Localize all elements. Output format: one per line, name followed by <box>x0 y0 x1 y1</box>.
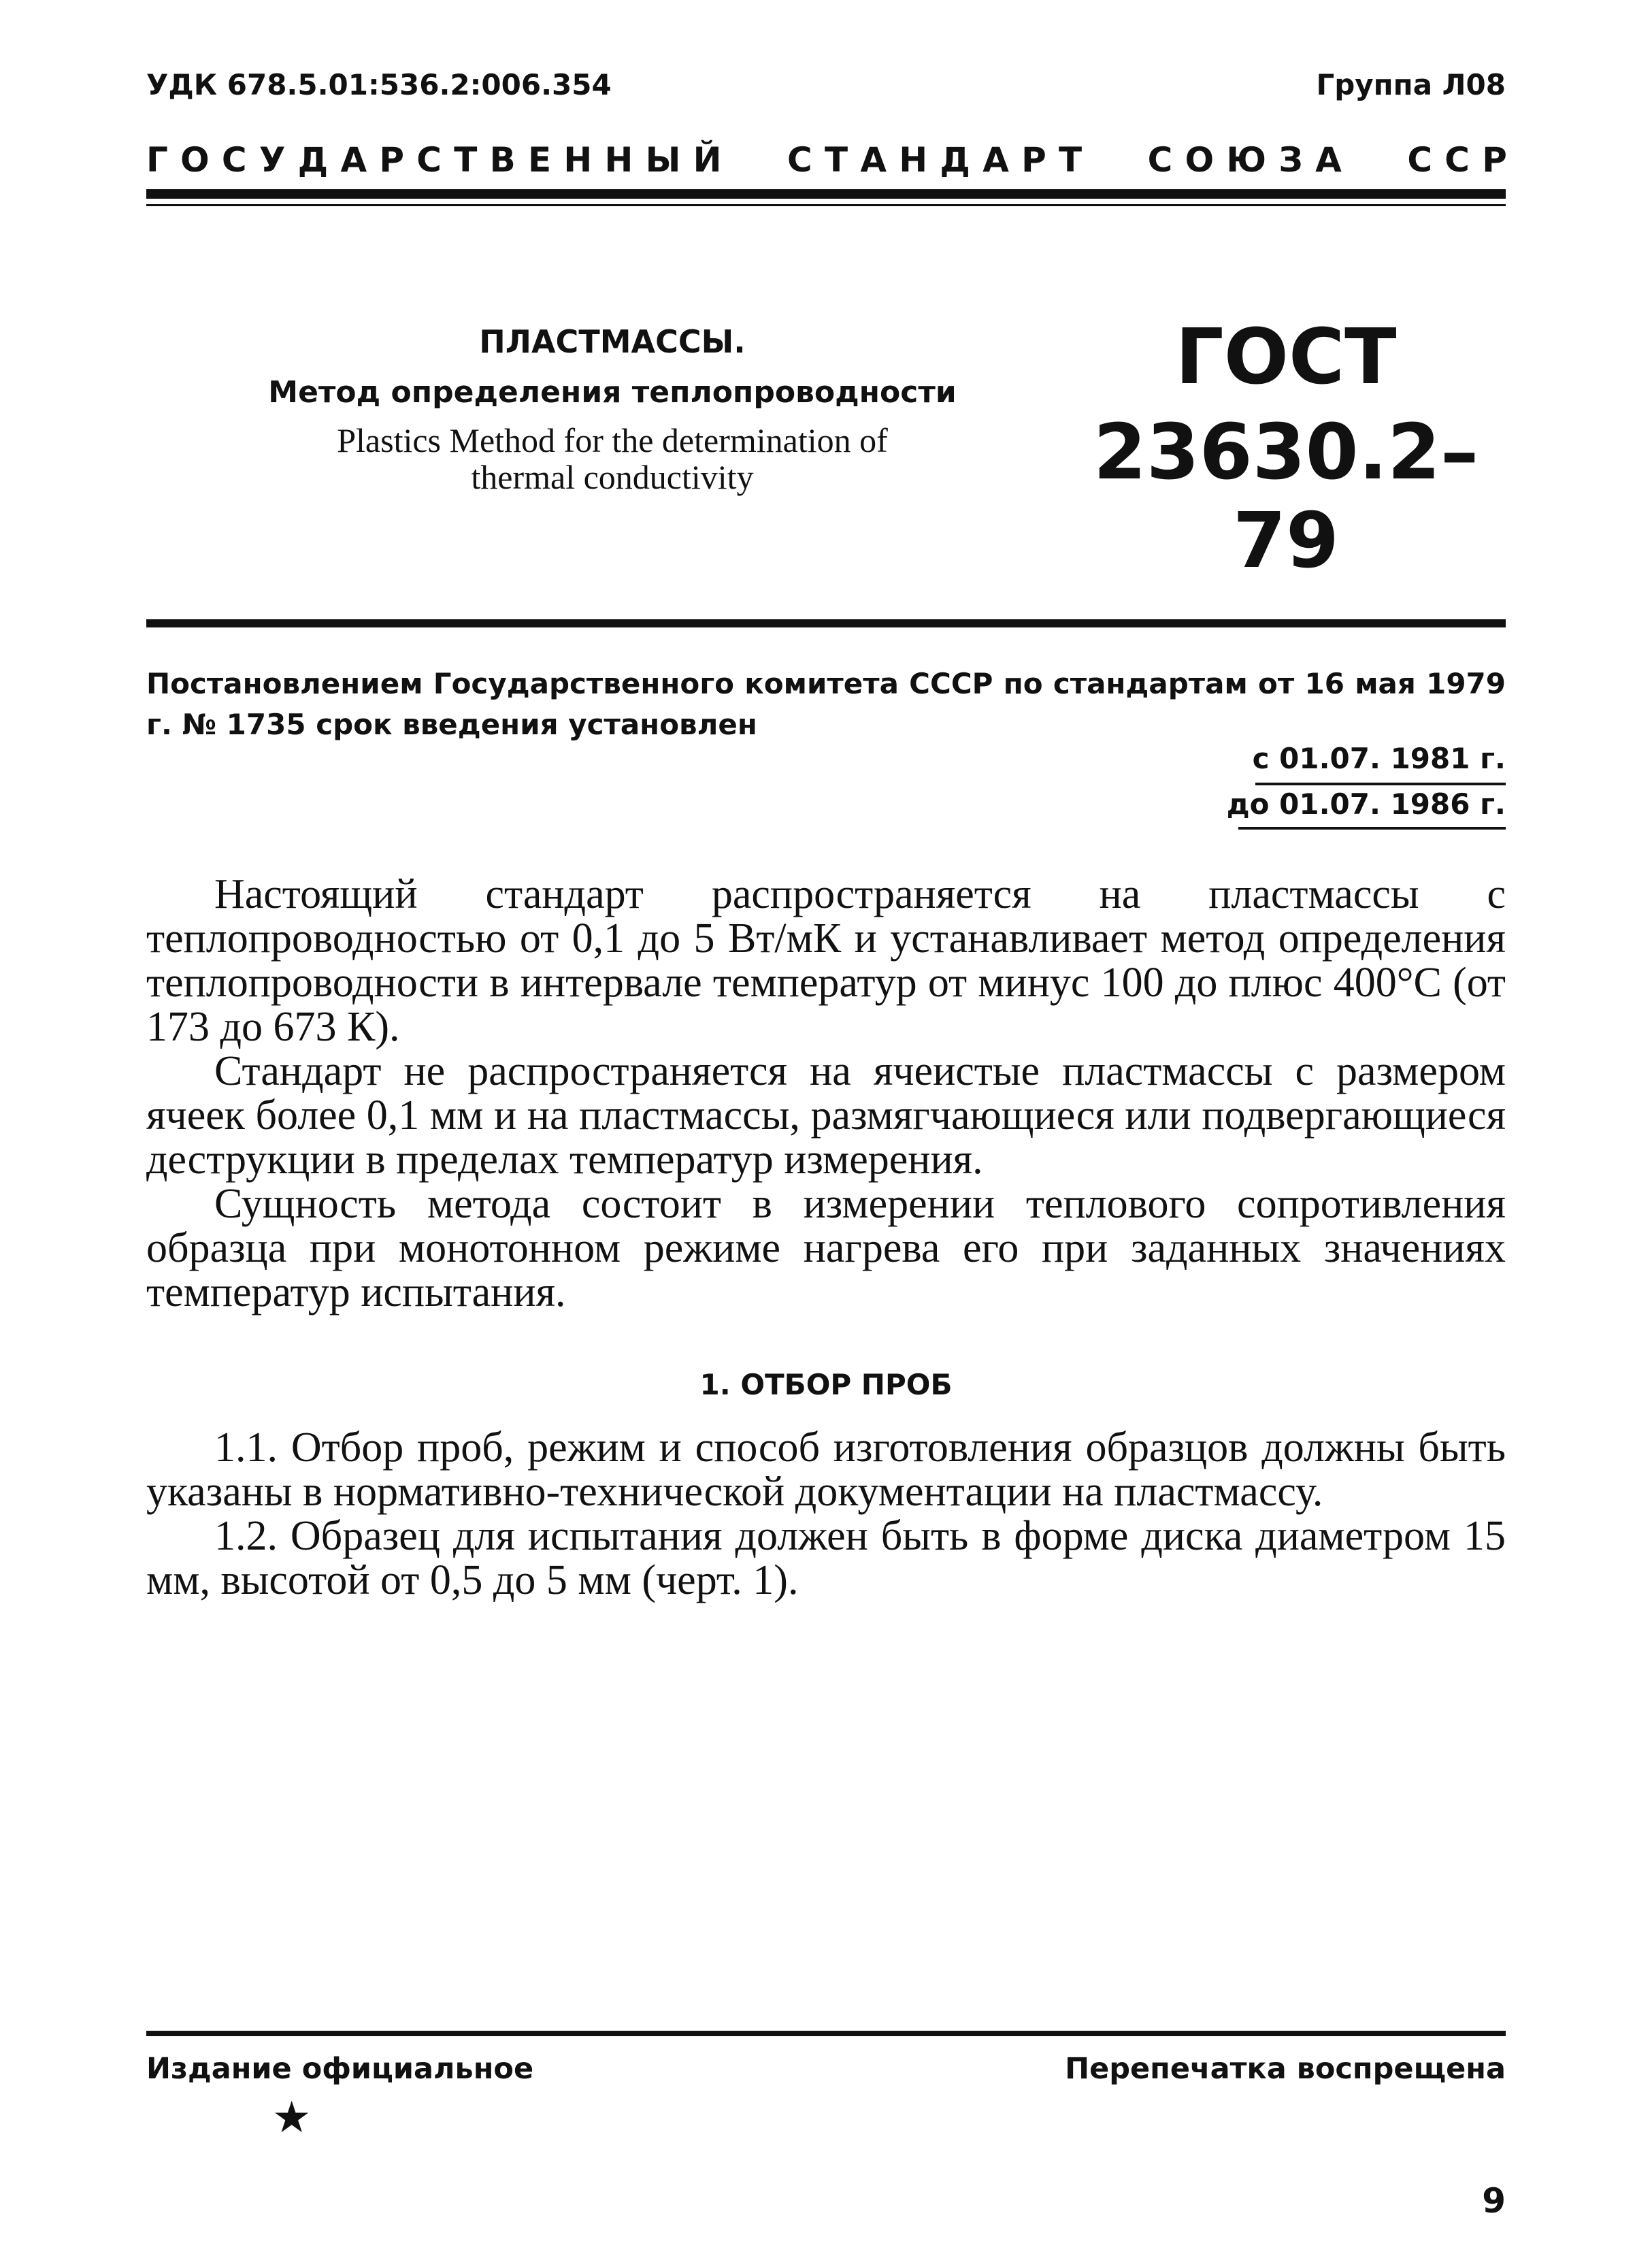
page-number: 9 <box>1482 2181 1506 2221</box>
clause-1-1: 1.1. Отбор проб, режим и способ изготовления образцов должны быть указаны в нормативно-технической документации на пластмассу. <box>146 1424 1506 1515</box>
date-from-underline <box>1255 783 1506 785</box>
section-divider <box>146 619 1506 627</box>
effective-date-to: до 01.07. 1986 г. <box>1226 787 1506 821</box>
intro-paragraph-3: Сущность метода состоит в измерении теплового сопротивления образца при монотонном режиме нагрева его при заданных значениях температур испытания. <box>146 1181 1506 1315</box>
intro-block <box>146 872 1506 1315</box>
gost-number: 23630.2–79 <box>1093 408 1479 585</box>
official-edition-label: Издание официальное <box>146 2052 534 2086</box>
star-icon: ★ <box>272 2093 312 2143</box>
effective-date-from: с 01.07. 1981 г. <box>1252 742 1506 775</box>
title-block <box>259 323 966 495</box>
document-subtitle: Метод определения теплопроводности <box>268 375 957 410</box>
gost-label: ГОСТ <box>1175 313 1397 402</box>
group-code: Группа Л08 <box>1316 68 1506 101</box>
document-title: ПЛАСТМАССЫ. <box>479 323 746 360</box>
section-1-block <box>146 1426 1506 1603</box>
udk-code: УДК 678.5.01:536.2:006.354 <box>146 68 612 101</box>
footer-rule <box>146 2031 1506 2036</box>
english-title-line-1: Plastics Method for the determination of <box>337 421 888 459</box>
reprint-prohibited-label: Перепечатка воспрещена <box>1065 2052 1506 2086</box>
intro-paragraph-2: Стандарт не распространяется на ячеистые пластмассы с размером ячеек более 0,1 мм и на пластмассы, размягчающиеся или подвергающиеся деструкции в пределах температур измерения. <box>146 1048 1506 1183</box>
section-heading: 1. ОТБОР ПРОБ <box>699 1368 953 1401</box>
state-standard-banner: Г О С У Д А Р С Т В Е Н Н Ы Й С Т А Н Д А Р Т С О Ю З А С С Р <box>146 140 1507 180</box>
header-thin-rule <box>146 204 1506 206</box>
english-title-line-2: thermal conductivity <box>471 458 754 496</box>
date-to-underline <box>1238 827 1506 830</box>
decree-text: Постановлением Государственного комитета СССР по стандартам от 16 мая 1979 г. № 1735 срок введения установлен <box>146 667 1506 741</box>
clause-1-2: 1.2. Образец для испытания должен быть в форме диска диаметром 15 мм, высотой от 0,5 до 5 мм (черт. 1). <box>146 1513 1506 1603</box>
header-thick-rule <box>146 189 1506 199</box>
intro-paragraph-1: Настоящий стандарт распространяется на пластмассы с теплопроводностью от 0,1 до 5 Вт/мК и устанавливает метод определения теплопроводности в интервале температур от минус 100 до плюс 400°С (от 173 до 673 К). <box>146 871 1506 1050</box>
